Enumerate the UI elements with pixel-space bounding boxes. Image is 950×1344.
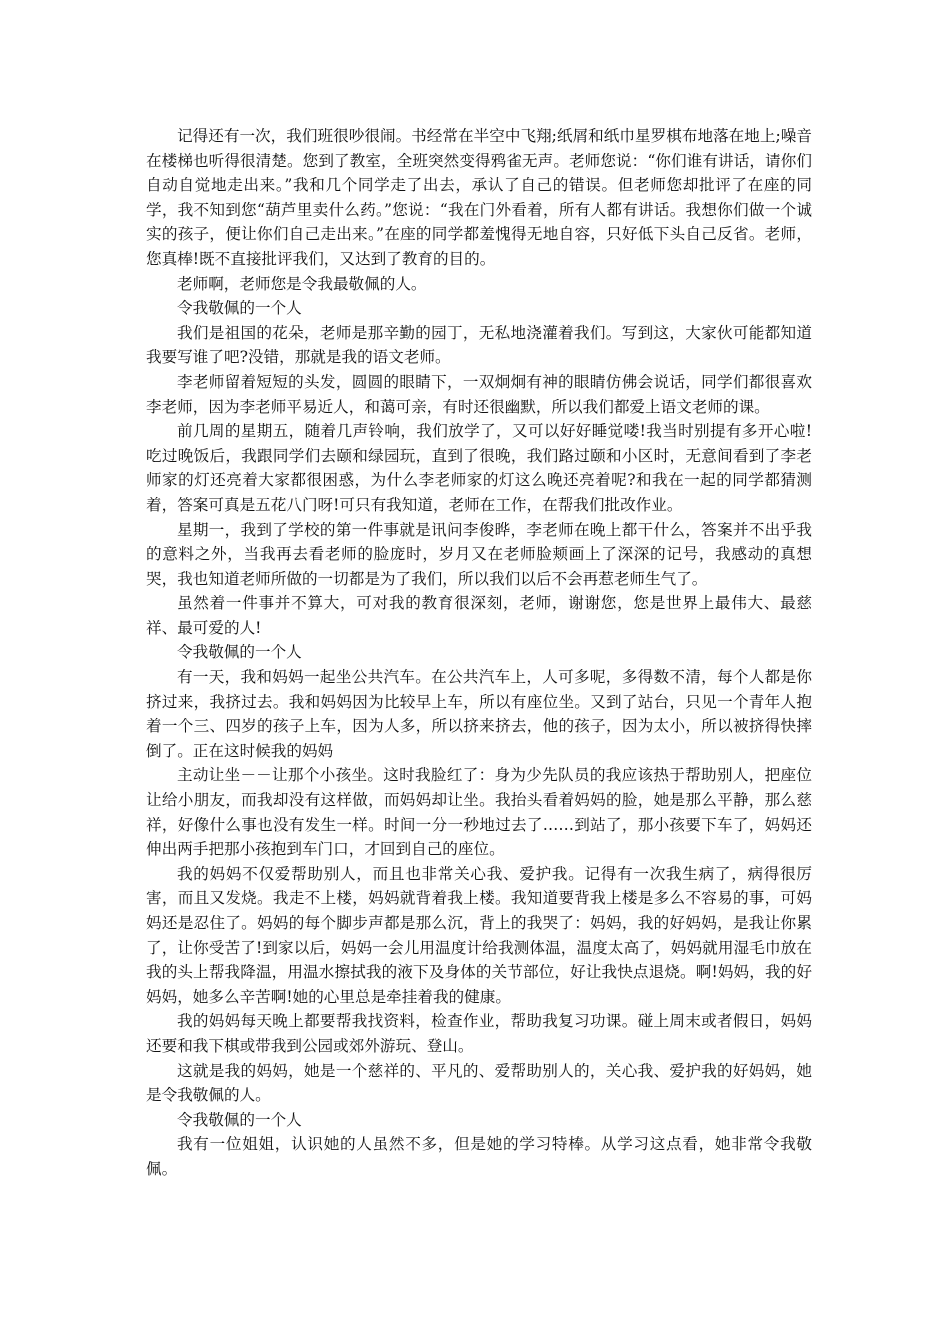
paragraph-mother-help: 我的妈妈每天晚上都要帮我找资料，检查作业，帮助我复习功课。碰上周末或者假日，妈妈还要和我下棋或带我到公园或郊外游玩、登山。 [146,1012,812,1055]
essay-title: 令我敬佩的一个人 [177,299,302,318]
paragraph-monday: 星期一，我到了学校的第一件事就是讯问李俊晔，李老师在晚上都干什么，答案并不出乎我的意料之外，当我再去看老师的脸庞时，岁月又在老师脸颊画上了深深的记号，我感动的真想哭，我也知道老师所做的一切都是为了我们，所以我们以后不会再惹老师生气了。 [146,520,812,588]
paragraph-friday-night: 前几周的星期五，随着几声铃响，我们放学了，又可以好好睡觉喽!我当时别提有多开心啦!吃过晚饭后，我跟同学们去颐和绿园玩，直到了很晚，我们路过颐和小区时，无意间看到了李老师家的灯还亮着大家都很困惑，为什么李老师家的灯这么晚还亮着呢?和我在一起的同学都猜测着，答案可真是五花八门呀!可只有我知道，老师在工作，在帮我们批改作业。 [146,422,812,514]
paragraph-intro: 我们是祖国的花朵，老师是那辛勤的园丁，无私地浇灌着我们。写到这，大家伙可能都知道我要写谁了吧?没错，那就是我的语文老师。 [146,323,812,367]
paragraph-sister: 我有一位姐姐，认识她的人虽然不多，但是她的学习特棒。从学习这点看，她非常令我敬佩。 [146,1135,812,1178]
paragraph-classroom-story: 记得还有一次，我们班很吵很闹。书经常在半空中飞翔;纸屑和纸巾星罗棋布地落在地上;噪音在楼梯也听得很清楚。您到了教室，全班突然变得鸦雀无声。老师您说：“你们谁有讲话，请你们自动自觉地走出来。”我和几个同学走了出去，承认了自己的错误。但老师您却批评了在座的同学，我不知到您“葫芦里卖什么药。”您说：“我在门外看着，所有人都有讲话。我想你们做一个诚实的孩子，便让你们自己走出来。”在座的同学都羞愧得无地自容，只好低下头自己反省。老师，您真棒!既不直接批评我们，又达到了教育的目的。 [146,127,812,268]
paragraph-bus-story: 有一天，我和妈妈一起坐公共汽车。在公共汽车上，人可多呢，多得数不清，每个人都是你挤过来，我挤过去。我和妈妈因为比较早上车，所以有座位坐。又到了站台，只见一个青年人抱着一个三、四岁的孩子上车，因为人多，所以挤来挤去，他的孩子，因为太小，所以被挤得快摔倒了。正在这时候我的妈妈 [146,668,812,760]
paragraph-giving-seat: 主动让坐－－让那个小孩坐。这时我脸红了：身为少先队员的我应该热于帮助别人，把座位让给小朋友，而我却没有这样做，而妈妈却让坐。我抬头看着妈妈的脸，她是那么平静，那么慈祥，好像什么事也没有发生一样。时间一分一秒地过去了……到站了，那小孩要下车了，妈妈还伸出两手把那小孩抱到车门口，才回到自己的座位。 [146,766,812,859]
document-body [146,124,812,1182]
essay-title: 令我敬佩的一个人 [177,1110,302,1129]
essay-title: 令我敬佩的一个人 [177,643,302,662]
paragraph-mother-summary: 这就是我的妈妈，她是一个慈祥的、平凡的、爱帮助别人的，关心我、爱护我的好妈妈，她是令我敬佩的人。 [146,1061,812,1105]
paragraph-conclusion: 虽然着一件事并不算大，可对我的教育很深刻，老师，谢谢您，您是世界上最伟大、最慈祥、最可爱的人! [146,594,812,637]
paragraph-teacher-description: 李老师留着短短的头发，圆圆的眼睛下，一双炯炯有神的眼睛仿佛会说话，同学们都很喜欢李老师，因为李老师平易近人，和蔼可亲，有时还很幽默，所以我们都爱上语文老师的课。 [146,372,812,416]
paragraph-mother-care: 我的妈妈不仅爱帮助别人，而且也非常关心我、爱护我。记得有一次我生病了，病得很厉害，而且又发烧。我走不上楼，妈妈就背着我上楼。我知道要背我上楼是多么不容易的事，可妈妈还是忍住了。妈妈的每个脚步声都是那么沉，背上的我哭了：妈妈，我的好妈妈，是我让你累了，让你受苦了!到家以后，妈妈一会儿用温度计给我测体温，温度太高了，妈妈就用湿毛巾放在我的头上帮我降温，用温水擦拭我的液下及身体的关节部位，好让我快点退烧。啊!妈妈，我的好妈妈，她多么辛苦啊!她的心里总是牵挂着我的健康。 [146,864,812,1006]
paragraph-teacher-admiration: 老师啊，老师您是令我最敬佩的人。 [177,274,427,293]
